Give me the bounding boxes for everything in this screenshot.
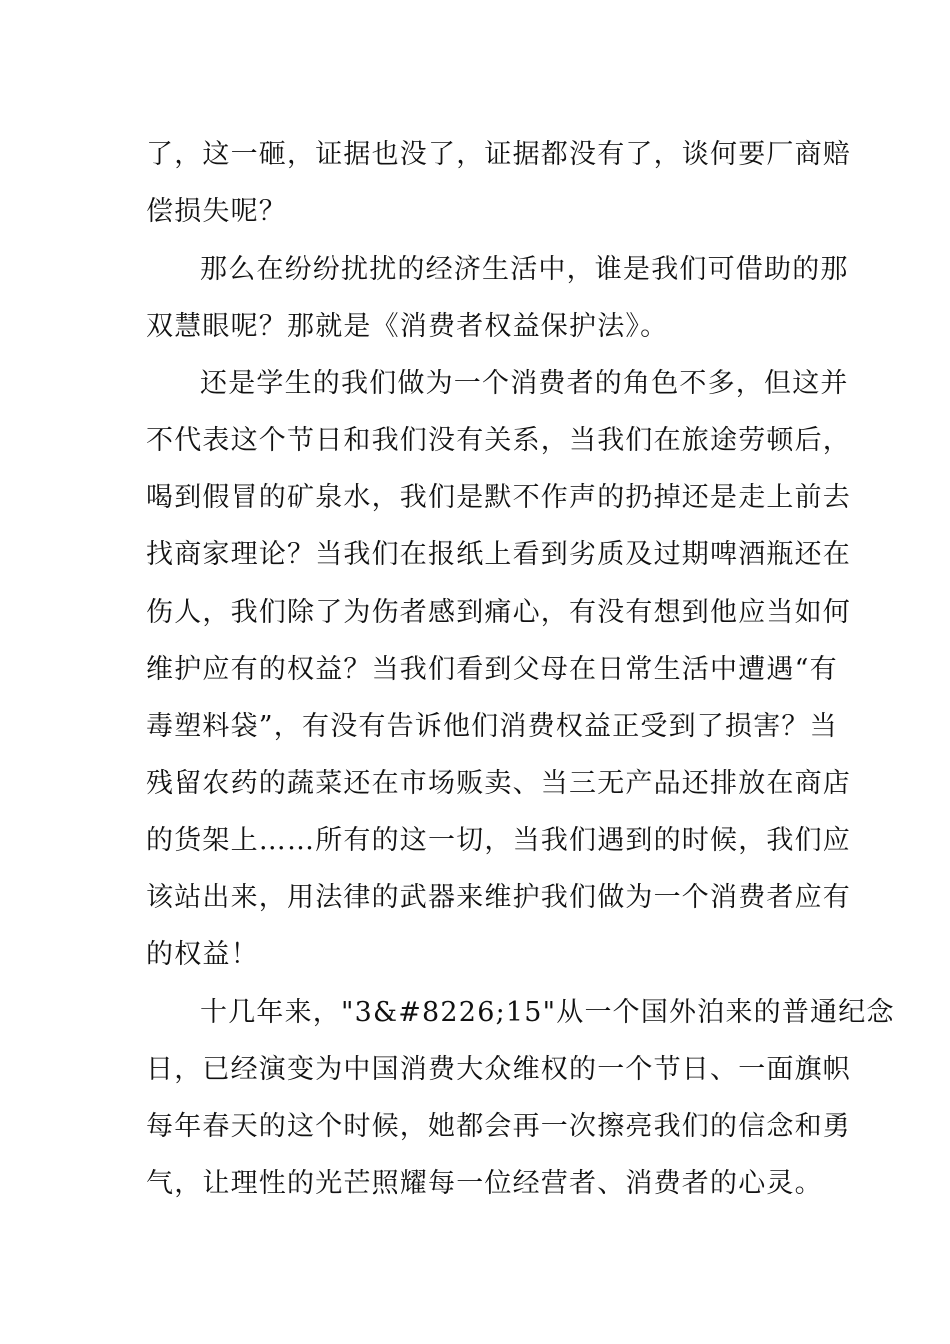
text-line: 毒塑料袋”，有没有告诉他们消费权益正受到了损害？当: [146, 711, 838, 742]
text-line: 的权益！: [146, 939, 259, 970]
text-line: 喝到假冒的矿泉水，我们是默不作声的扔掉还是走上前去: [146, 482, 851, 513]
text-line: 日，已经演变为中国消费大众维权的一个节日、一面旗帜: [146, 1054, 851, 1085]
text-line: 不代表这个节日和我们没有关系，当我们在旅途劳顿后，: [146, 425, 851, 456]
text-line: 的货架上……所有的这一切，当我们遇到的时候，我们应: [146, 825, 851, 856]
text-line: 残留农药的蔬菜还在市场贩卖、当三无产品还排放在商店: [146, 768, 851, 799]
text-line: 双慧眼呢？那就是《消费者权益保护法》。: [146, 311, 669, 342]
paragraph-first-line: 还是学生的我们做为一个消费者的角色不多，但这并: [200, 368, 849, 399]
text-line: 了，这一砸，证据也没了，证据都没有了，谈何要厂商赔: [146, 139, 851, 170]
text-line: 找商家理论？当我们在报纸上看到劣质及过期啤酒瓶还在: [146, 539, 851, 570]
text-line: 伤人，我们除了为伤者感到痛心，有没有想到他应当如何: [146, 597, 851, 628]
paragraph-first-line: 十几年来，"3&#8226;15"从一个国外泊来的普通纪念: [200, 997, 895, 1028]
text-line: 气，让理性的光芒照耀每一位经营者、消费者的心灵。: [146, 1168, 823, 1199]
text-line: 偿损失呢？: [146, 196, 287, 227]
paragraph-first-line: 那么在纷纷扰扰的经济生活中，谁是我们可借助的那: [200, 254, 849, 285]
text-line: 每年春天的这个时候，她都会再一次擦亮我们的信念和勇: [146, 1111, 851, 1142]
text-line: 维护应有的权益？当我们看到父母在日常生活中遭遇“有: [146, 654, 838, 685]
text-line: 该站出来，用法律的武器来维护我们做为一个消费者应有: [146, 882, 851, 913]
